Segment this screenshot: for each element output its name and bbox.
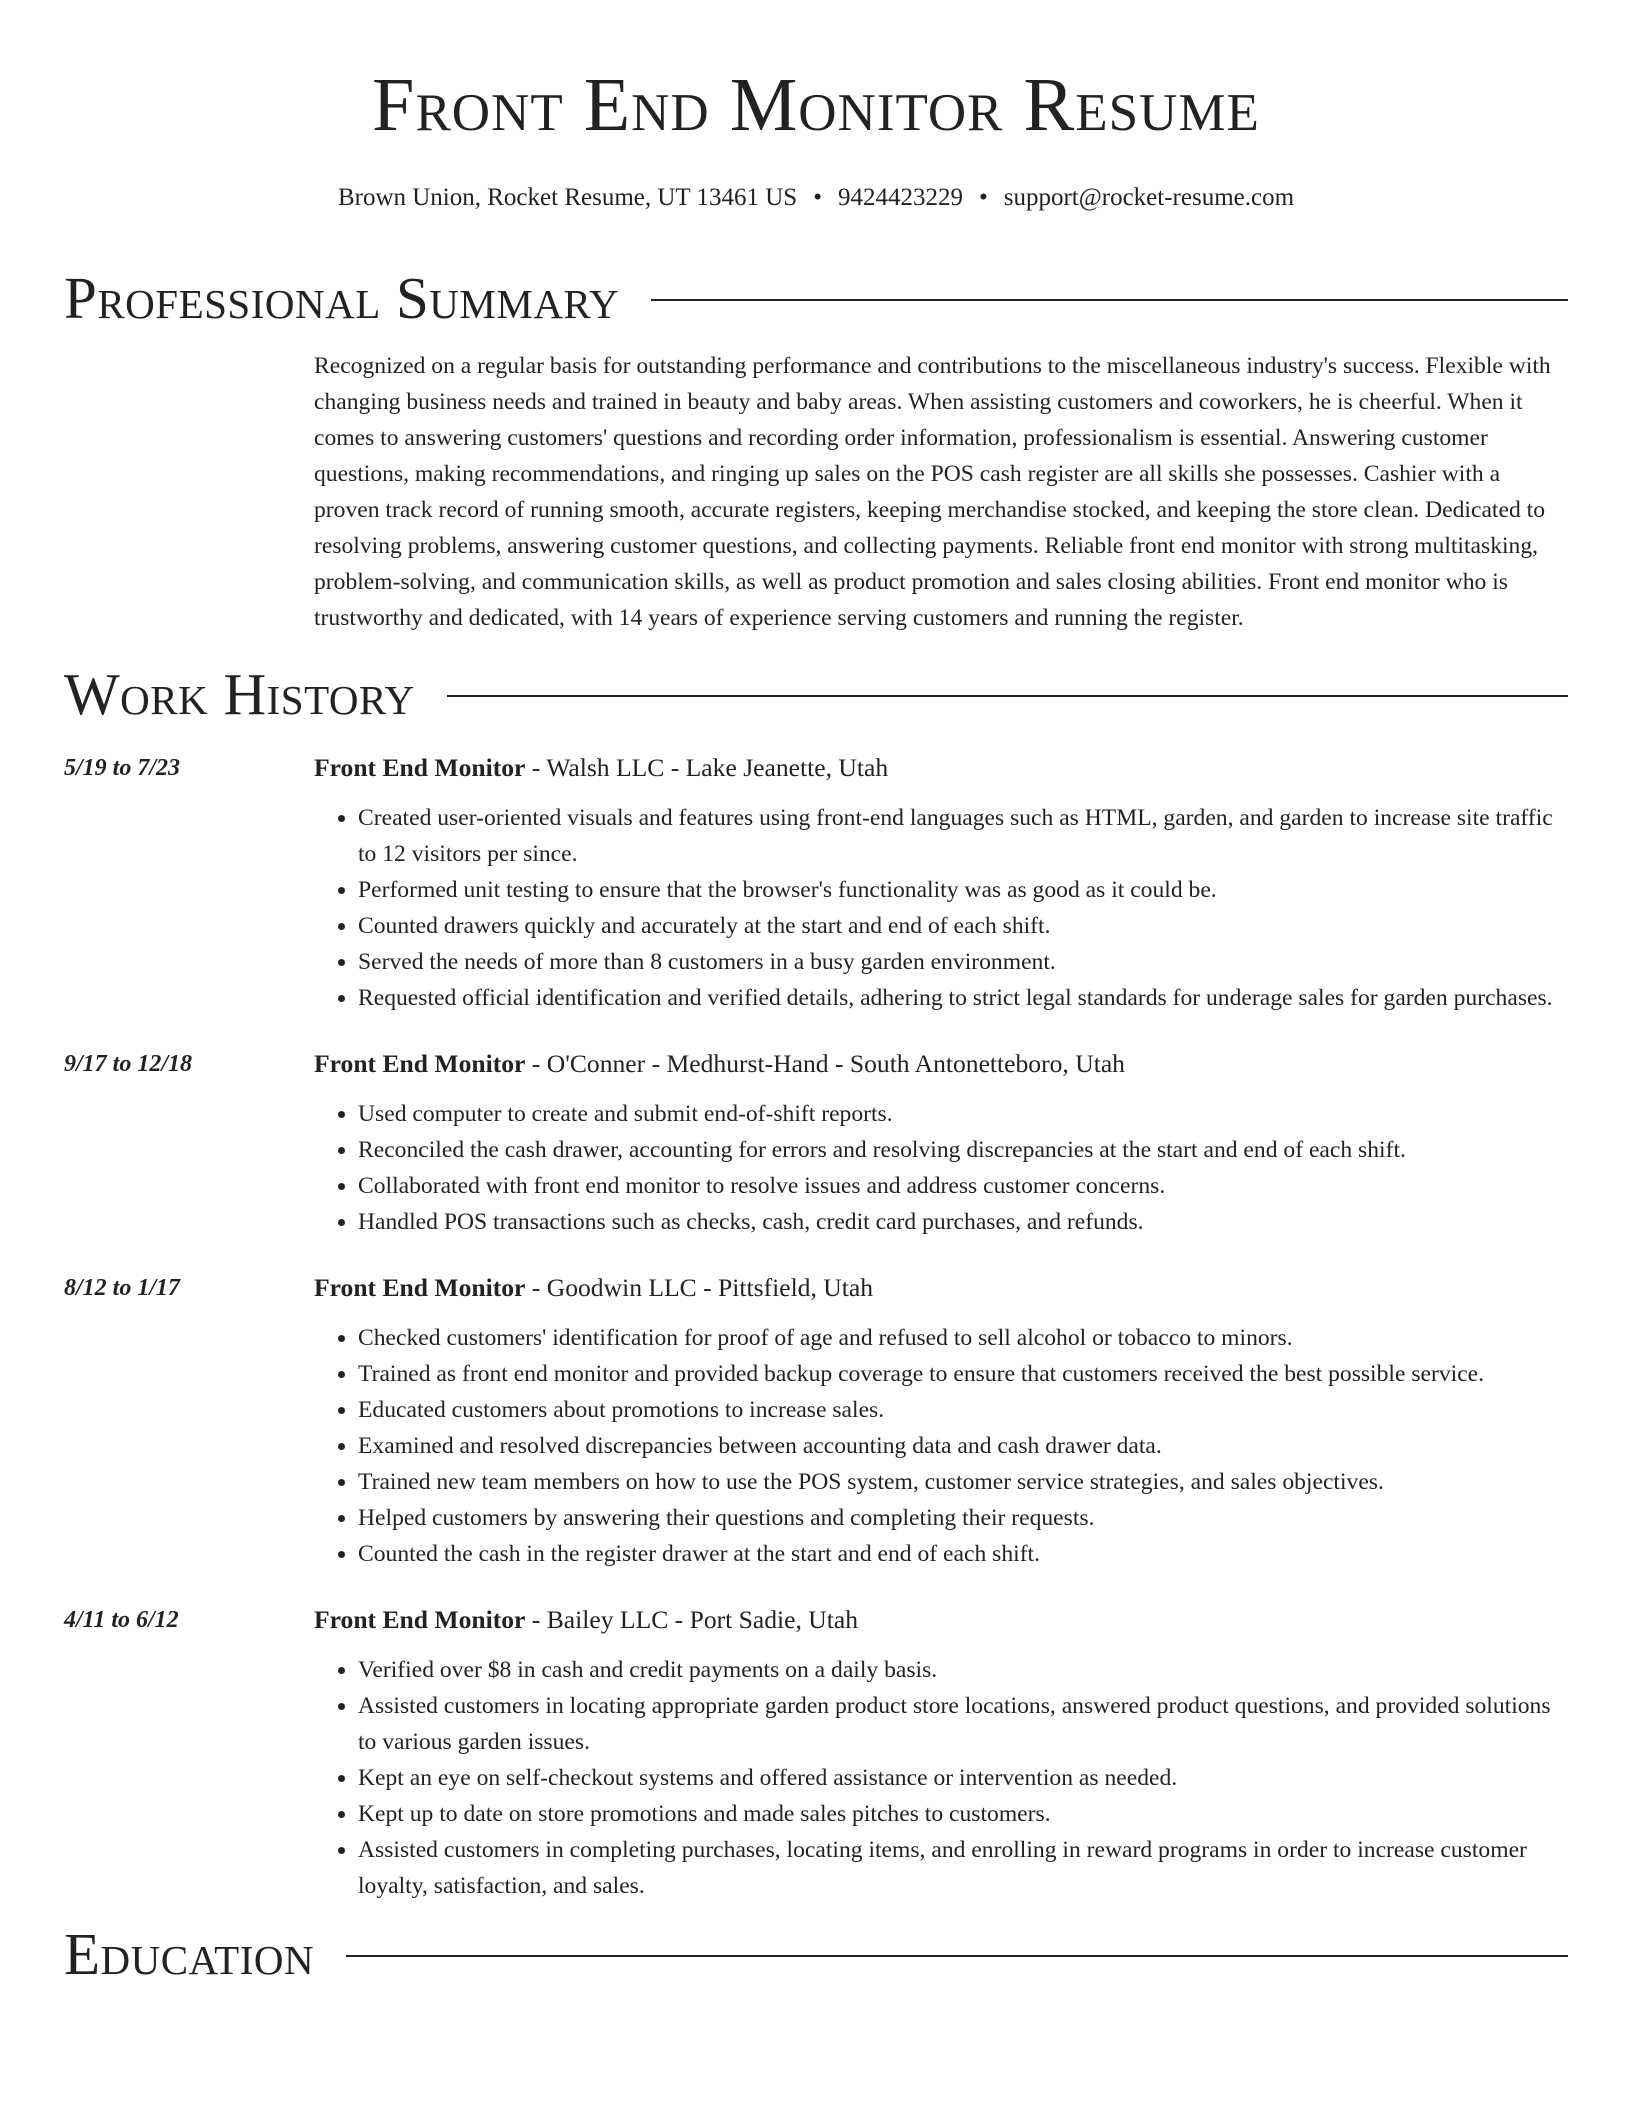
section-divider xyxy=(346,1955,1568,1957)
job-bullet: • Assisted customers in completing purchases, locating items, and enrolling in reward programs in order to increase customer loyalty, satisfaction, and sales. xyxy=(358,1832,1568,1904)
work-history-header xyxy=(64,662,1568,726)
job-bullet: • Trained new team members on how to use the POS system, customer service strategies, and sales objectives. xyxy=(358,1464,1568,1500)
contact-separator: • xyxy=(978,184,988,211)
job-bullet: • Handled POS transactions such as checks, cash, credit card purchases, and refunds. xyxy=(358,1204,1568,1240)
job-bullet: • Counted the cash in the register drawer at the start and end of each shift. xyxy=(358,1536,1568,1572)
job-entry xyxy=(64,1272,1568,1572)
contact-address: Brown Union, Rocket Resume, UT 13461 US xyxy=(337,184,798,211)
job-title-line xyxy=(314,1604,1568,1636)
job-bullets xyxy=(314,1320,1568,1572)
job-bullet: • Collaborated with front end monitor to resolve issues and address customer concerns. xyxy=(358,1168,1568,1204)
resume-title: Front End Monitor Resume xyxy=(372,63,1260,147)
job-dates: 8/12 to 1/17 xyxy=(64,1275,181,1301)
section-divider xyxy=(447,695,1568,697)
job-bullets xyxy=(314,1652,1568,1904)
job-bullet: • Helped customers by answering their questions and completing their requests. xyxy=(358,1500,1568,1536)
job-role: Front End Monitor xyxy=(314,1273,526,1302)
job-details: - Goodwin LLC - Pittsfield, Utah xyxy=(525,1273,874,1302)
job-main xyxy=(314,1272,1568,1572)
job-bullet: • Used computer to create and submit end-of-shift reports. xyxy=(358,1096,1568,1132)
job-bullet: • Trained as front end monitor and provided backup coverage to ensure that customers received the best possible service. xyxy=(358,1356,1568,1392)
professional-summary-text: Recognized on a regular basis for outstanding performance and contributions to the miscellaneous industry's success. Flexible with changing business needs and trained in beauty and baby areas. When assisting customers and coworkers, he is cheerful. When it comes to answering customers' questions and recording order information, professionalism is essential. Answering customer questions, making recommendations, and ringing up sales on the POS cash register are all skills she possesses. Cashier with a proven track record of running smooth, accurate registers, keeping merchandise stocked, and keeping the store clean. Dedicated to resolving problems, answering customer questions, and collecting payments. Reliable front end monitor with strong multitasking, problem-solving, and communication skills, as well as product promotion and sales closing abilities. Front end monitor who is trustworthy and dedicated, with 14 years of experience serving customers and running the register. xyxy=(314,353,1551,631)
job-main xyxy=(314,1604,1568,1904)
job-bullet: • Assisted customers in locating appropriate garden product store locations, answered product questions, and provided solutions to various garden issues. xyxy=(358,1688,1568,1760)
job-title-line xyxy=(314,1272,1568,1304)
contact-separator: • xyxy=(813,184,822,211)
contact-phone: 9424423229 xyxy=(837,184,963,211)
job-bullet: • Reconciled the cash drawer, accounting for errors and resolving discrepancies at the start and end of each shift. xyxy=(358,1132,1568,1168)
job-role: Front End Monitor xyxy=(314,1605,526,1634)
section-title: Work History xyxy=(64,661,415,727)
contact-line xyxy=(64,182,1568,214)
job-bullet: • Served the needs of more than 8 customers in a busy garden environment. xyxy=(358,944,1568,980)
education-header xyxy=(64,1922,1568,1986)
job-title-line xyxy=(314,1048,1568,1080)
job-main xyxy=(314,752,1568,1016)
job-bullet: • Counted drawers quickly and accurately at the start and end of each shift. xyxy=(358,908,1568,944)
job-bullet: • Educated customers about promotions to increase sales. xyxy=(358,1392,1568,1428)
job-bullet: • Kept up to date on store promotions and made sales pitches to customers. xyxy=(358,1796,1568,1832)
job-bullet: • Performed unit testing to ensure that the browser's functionality was as good as it could be. xyxy=(358,872,1568,908)
job-main xyxy=(314,1048,1568,1240)
job-entry xyxy=(64,752,1568,1016)
job-role: Front End Monitor xyxy=(314,753,526,782)
section-title: Professional Summary xyxy=(64,265,620,331)
job-bullet: • Verified over $8 in cash and credit payments on a daily basis. xyxy=(358,1652,1568,1688)
job-dates: 4/11 to 6/12 xyxy=(64,1607,179,1633)
section-title: Education xyxy=(64,1921,315,1987)
job-details: - Bailey LLC - Port Sadie, Utah xyxy=(525,1605,859,1634)
job-details: - Walsh LLC - Lake Jeanette, Utah xyxy=(525,753,889,782)
job-bullets xyxy=(314,1096,1568,1240)
job-role: Front End Monitor xyxy=(314,1049,526,1078)
job-details: - O'Conner - Medhurst-Hand - South Antonetteboro, Utah xyxy=(525,1049,1125,1078)
professional-summary-header xyxy=(64,266,1568,330)
job-entry xyxy=(64,1604,1568,1904)
job-bullet: • Kept an eye on self-checkout systems and offered assistance or intervention as needed. xyxy=(358,1760,1568,1796)
job-bullet: • Requested official identification and verified details, adhering to strict legal standards for underage sales for garden purchases. xyxy=(358,980,1568,1016)
contact-email: support@rocket-resume.com xyxy=(1003,184,1295,211)
job-bullet: • Checked customers' identification for proof of age and refused to sell alcohol or tobacco to minors. xyxy=(358,1320,1568,1356)
job-entry xyxy=(64,1048,1568,1240)
job-dates: 9/17 to 12/18 xyxy=(64,1051,193,1077)
job-title-line xyxy=(314,752,1568,784)
job-bullet: • Examined and resolved discrepancies between accounting data and cash drawer data. xyxy=(358,1428,1568,1464)
work-history-list xyxy=(64,752,1568,1904)
job-dates: 5/19 to 7/23 xyxy=(64,755,181,781)
section-divider xyxy=(651,299,1568,301)
job-bullets xyxy=(314,800,1568,1016)
job-bullet: • Created user-oriented visuals and features using front-end languages such as HTML, garden, and garden to increase site traffic to 12 visitors per since. xyxy=(358,800,1568,872)
